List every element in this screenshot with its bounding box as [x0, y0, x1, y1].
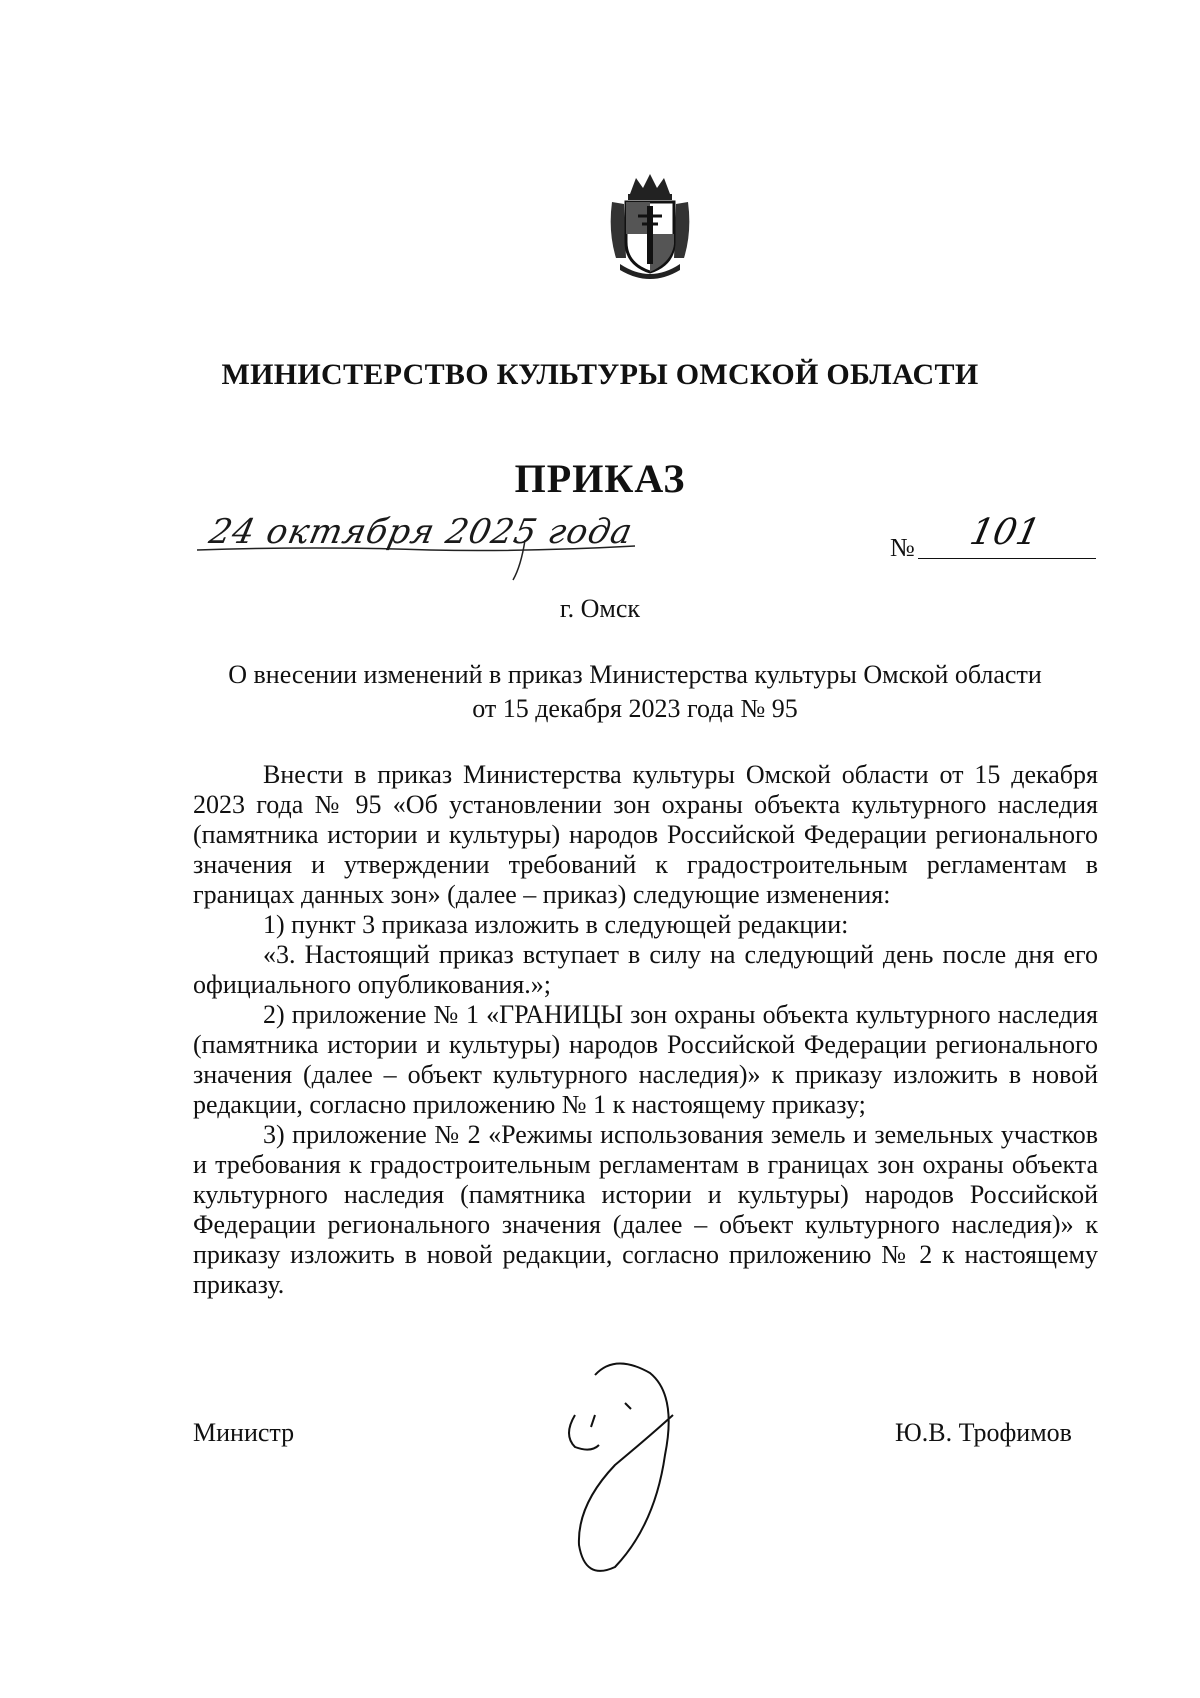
body-paragraph: 2) приложение № 1 «ГРАНИЦЫ зон охраны объекта культурного наследия (памятника истории и культуры) народов Российской Федерации регионального значения (далее – объект культурного наследия)» к приказу изложить в новой редакции, согласно приложению № 1 к настоящему приказу; [193, 1000, 1098, 1119]
body-paragraph: Внести в приказ Министерства культуры Омской области от 15 декабря 2023 года № 95 «Об установлении зон охраны объекта культурного наследия (памятника истории и культуры) народов Российской Федерации регионального значения и утверждении требований к градостроительным регламентам в границах данных зон» (далее – приказ) следующие изменения: [193, 760, 1098, 909]
body-paragraph: 1) пункт 3 приказа изложить в следующей редакции: [263, 910, 849, 939]
signatory-name: Ю.В. Трофимов [895, 1418, 1072, 1447]
subject-line: от 15 декабря 2023 года № 95 [472, 694, 798, 723]
city: г. Омск [559, 594, 641, 623]
ministry-name: МИНИСТЕРСТВО КУЛЬТУРЫ ОМСКОЙ ОБЛАСТИ [221, 358, 979, 391]
document-type-title: ПРИКАЗ [514, 456, 686, 501]
order-number: 101 [966, 512, 1044, 553]
body-paragraph: «3. Настоящий приказ вступает в силу на следующий день после дня его официального опубликования.»; [193, 940, 1098, 999]
order-subject [190, 658, 1080, 726]
subject-line: О внесении изменений в приказ Министерства культуры Омской области [228, 660, 1042, 689]
order-date: 24 октября 2025 года [205, 512, 637, 552]
omsk-oblast-coat-of-arms-icon [606, 172, 694, 280]
body-paragraph: 3) приложение № 2 «Режимы использования земель и земельных участков и требования к градостроительным регламентам в границах зон охраны объекта культурного наследия (памятника истории и культуры) народов Российской Федерации регионального значения (далее – объект культурного наследия)» к приказу изложить в новой редакции, согласно приложению № 2 к настоящему приказу. [193, 1120, 1098, 1299]
signatory-title: Министр [193, 1418, 295, 1447]
handwritten-signature-icon [555, 1355, 685, 1585]
order-body [193, 760, 1098, 1300]
order-number-underline [918, 558, 1096, 559]
order-number-label: № [890, 533, 915, 562]
